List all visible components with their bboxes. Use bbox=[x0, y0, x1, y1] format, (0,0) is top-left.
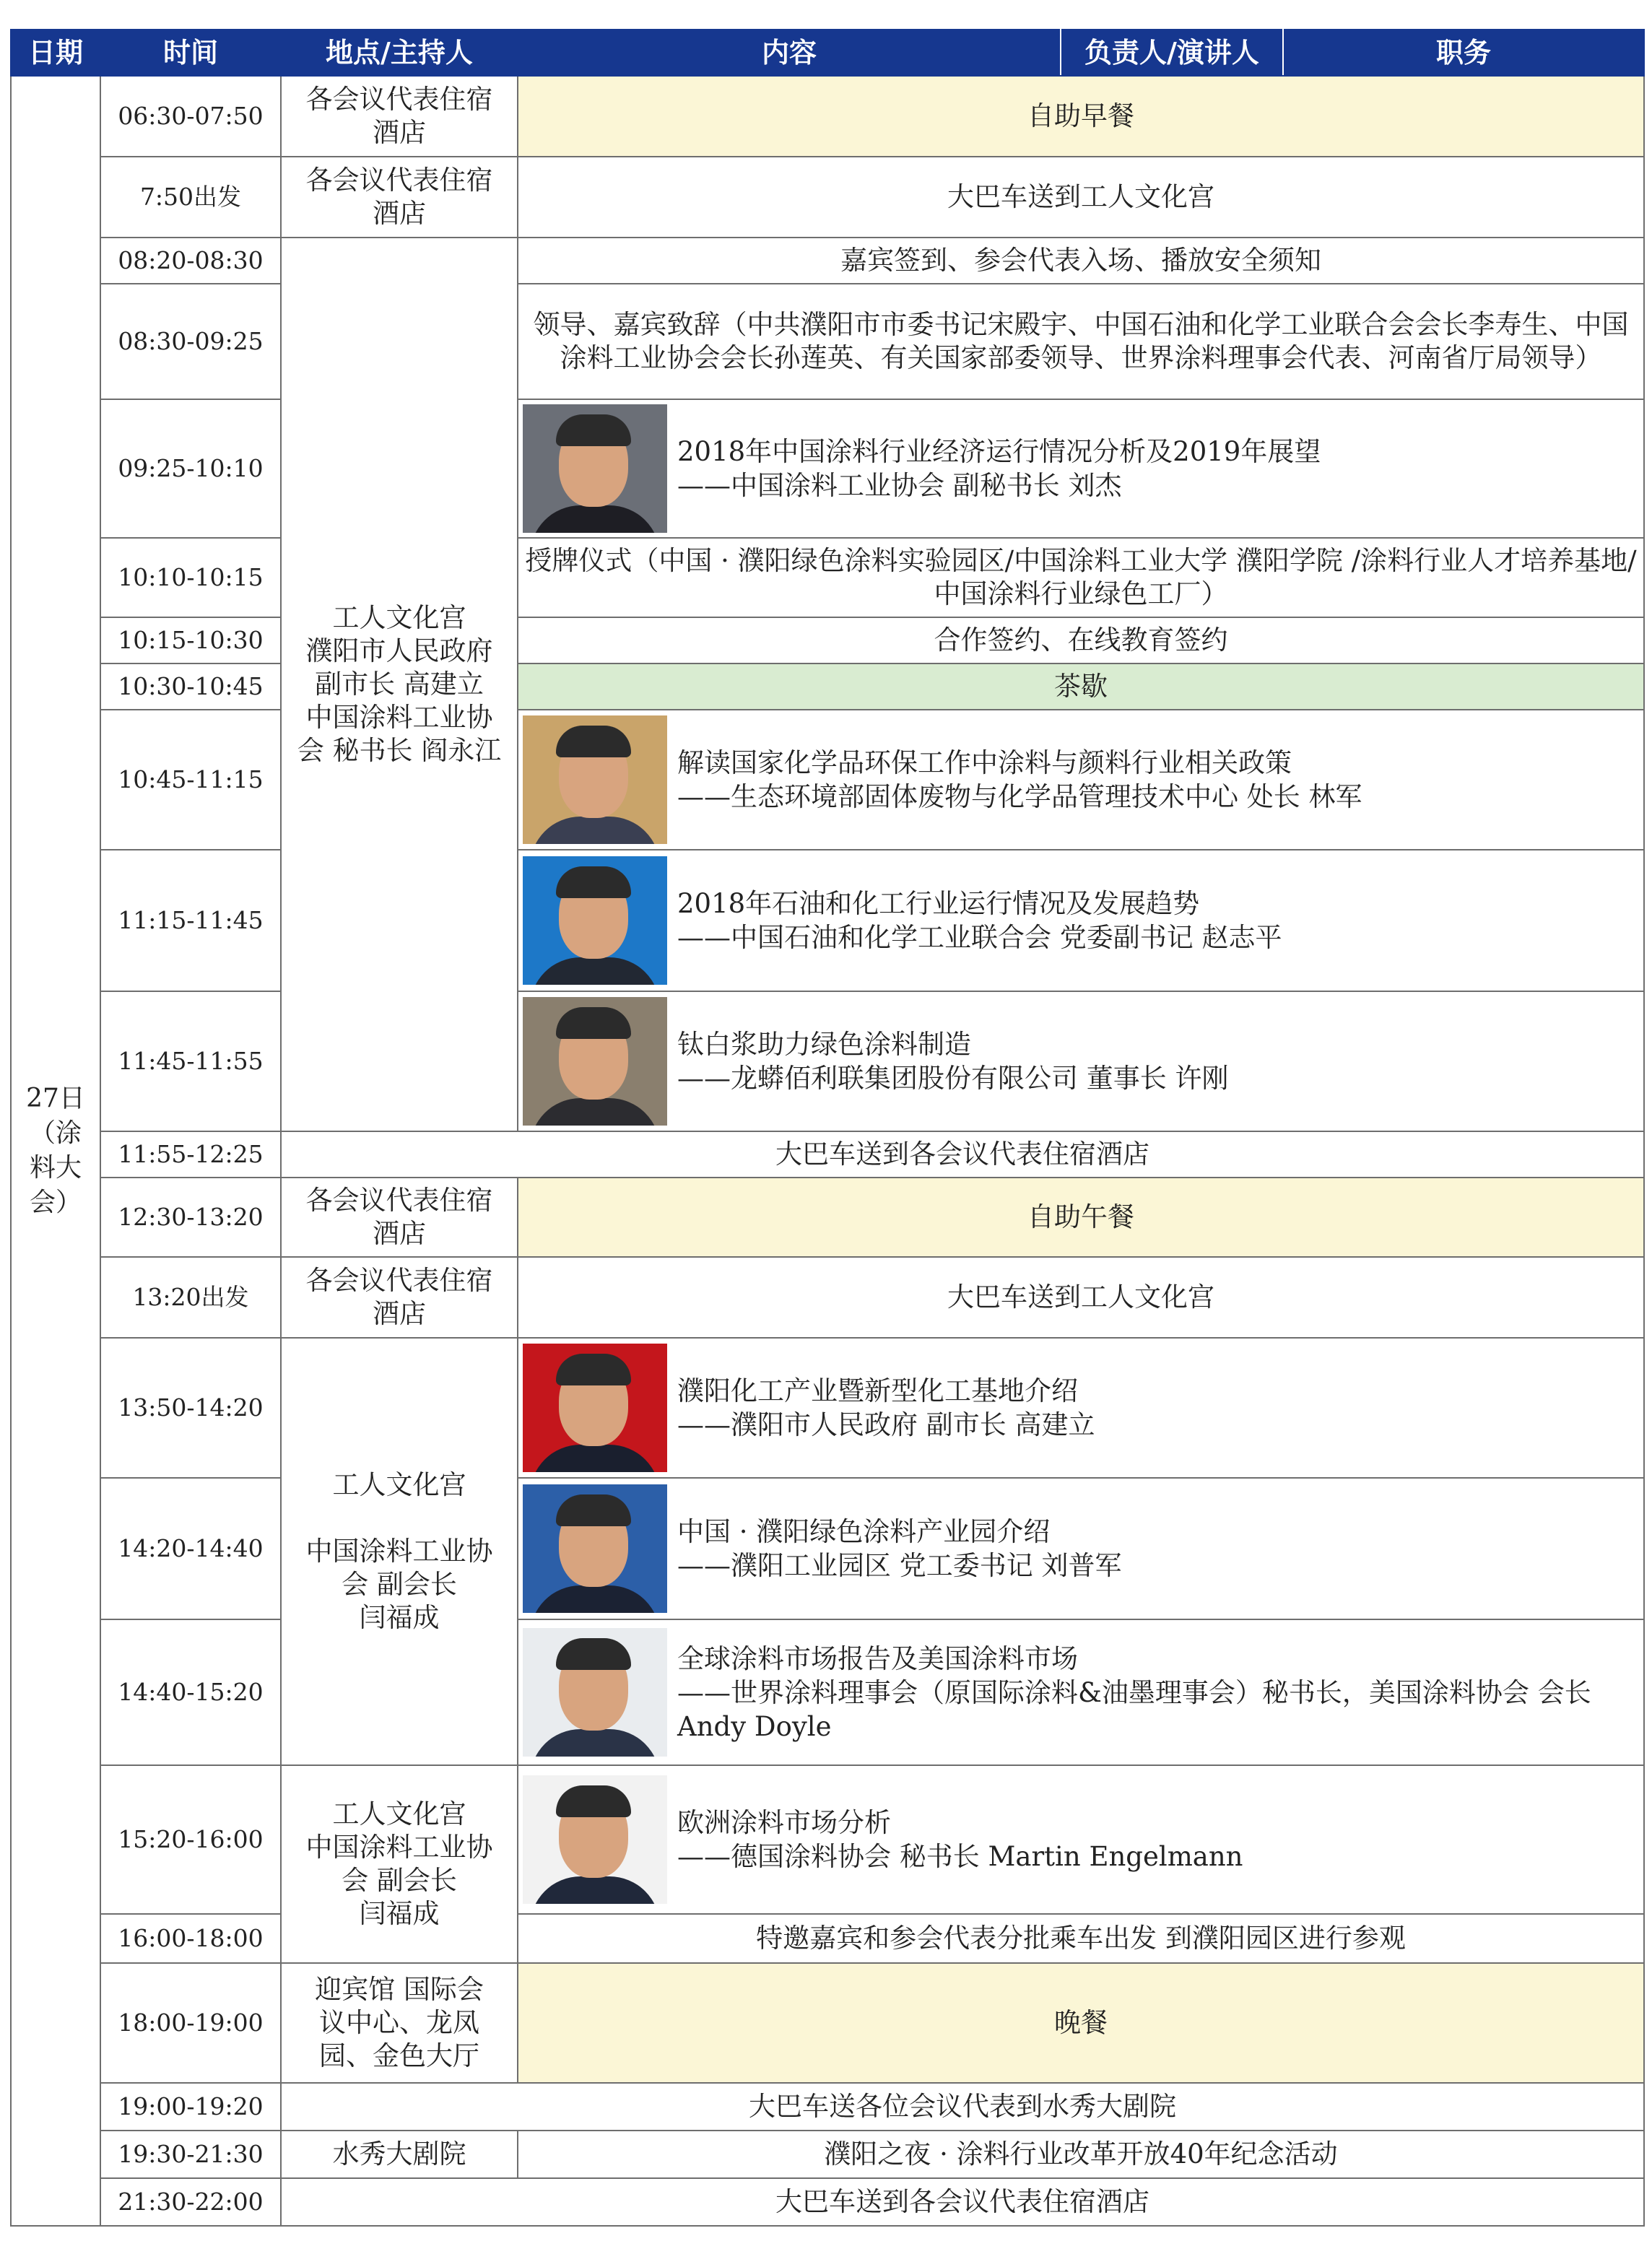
content-cell: 嘉宾签到、参会代表入场、播放安全须知 bbox=[518, 238, 1644, 284]
time-cell: 18:00-19:00 bbox=[100, 1963, 281, 2083]
agenda-row bbox=[11, 538, 1644, 617]
speaker-photo-zhao-zhiping-icon bbox=[523, 856, 667, 985]
header-title: 职务 bbox=[1283, 30, 1644, 76]
content-cell: 自助早餐 bbox=[518, 76, 1644, 157]
time-cell: 19:30-21:30 bbox=[100, 2131, 281, 2178]
time-cell: 08:20-08:30 bbox=[100, 238, 281, 284]
venue-cell: 迎宾馆 国际会 议中心、龙凤 园、金色大厅 bbox=[281, 1963, 518, 2083]
header-time: 时间 bbox=[100, 30, 281, 76]
agenda-row bbox=[11, 1765, 1644, 1914]
talk-speaker: ——生态环境部固体废物与化学品管理技术中心 处长 林军 bbox=[677, 781, 1362, 812]
talk-cell bbox=[518, 710, 1644, 850]
speaker-photo-liu-pujun-icon bbox=[523, 1484, 667, 1613]
content-cell: 合作签约、在线教育签约 bbox=[518, 617, 1644, 663]
venue-cell: 工人文化宫 中国涂料工业协 会 副会长 闫福成 bbox=[281, 1338, 518, 1765]
agenda-table bbox=[10, 29, 1645, 2227]
agenda-row bbox=[11, 850, 1644, 991]
agenda-row bbox=[11, 663, 1644, 710]
agenda-row bbox=[11, 1914, 1644, 1963]
time-cell: 06:30-07:50 bbox=[100, 76, 281, 157]
talk-topic: 钛白浆助力绿色涂料制造 bbox=[677, 1029, 971, 1060]
time-cell: 14:40-15:20 bbox=[100, 1619, 281, 1765]
time-cell: 11:15-11:45 bbox=[100, 850, 281, 991]
agenda-row bbox=[11, 991, 1644, 1131]
content-cell: 大巴车送各位会议代表到水秀大剧院 bbox=[281, 2083, 1644, 2131]
time-cell: 15:20-16:00 bbox=[100, 1765, 281, 1914]
talk-cell bbox=[518, 991, 1644, 1131]
content-cell: 大巴车送到各会议代表住宿酒店 bbox=[281, 1131, 1644, 1178]
agenda-row bbox=[11, 1338, 1644, 1478]
talk-speaker: ——世界涂料理事会（原国际涂料&油墨理事会）秘书长，美国涂料协会 会长 Andy Doyle bbox=[677, 1676, 1591, 1742]
agenda-row bbox=[11, 2178, 1644, 2226]
day-label: 27日 （涂 料大 会） bbox=[11, 76, 100, 2226]
talk-topic: 欧洲涂料市场分析 bbox=[677, 1807, 891, 1838]
agenda-row bbox=[11, 2083, 1644, 2131]
talk-cell bbox=[518, 1765, 1644, 1914]
talk-cell bbox=[518, 1338, 1644, 1478]
time-cell: 10:10-10:15 bbox=[100, 538, 281, 617]
venue-cell: 各会议代表住宿 酒店 bbox=[281, 157, 518, 238]
venue-cell: 各会议代表住宿 酒店 bbox=[281, 1178, 518, 1257]
time-cell: 21:30-22:00 bbox=[100, 2178, 281, 2226]
venue-cell: 水秀大剧院 bbox=[281, 2131, 518, 2178]
content-cell: 大巴车送到各会议代表住宿酒店 bbox=[281, 2178, 1644, 2226]
speaker-photo-andy-doyle-icon bbox=[523, 1628, 667, 1757]
agenda-row bbox=[11, 1257, 1644, 1338]
agenda-row bbox=[11, 76, 1644, 157]
talk-topic: 2018年石油和化工行业运行情况及发展趋势 bbox=[677, 888, 1200, 919]
venue-cell: 工人文化宫 中国涂料工业协 会 副会长 闫福成 bbox=[281, 1765, 518, 1963]
time-cell: 13:50-14:20 bbox=[100, 1338, 281, 1478]
talk-speaker: ——中国石油和化学工业联合会 党委副书记 赵志平 bbox=[677, 922, 1282, 953]
time-cell: 10:30-10:45 bbox=[100, 663, 281, 710]
time-cell: 14:20-14:40 bbox=[100, 1478, 281, 1619]
header-speaker: 负责人/演讲人 bbox=[1061, 30, 1283, 76]
speaker-photo-liu-jie-icon bbox=[523, 404, 667, 533]
speaker-photo-xu-gang-icon bbox=[523, 997, 667, 1126]
time-cell: 09:25-10:10 bbox=[100, 399, 281, 538]
time-cell: 12:30-13:20 bbox=[100, 1178, 281, 1257]
header-venue-host: 地点/主持人 bbox=[281, 30, 518, 76]
speaker-photo-martin-engelmann-icon bbox=[523, 1775, 667, 1904]
agenda-row bbox=[11, 1963, 1644, 2083]
time-cell: 16:00-18:00 bbox=[100, 1914, 281, 1963]
talk-speaker: ——濮阳工业园区 党工委书记 刘普军 bbox=[677, 1550, 1122, 1581]
header-content: 内容 bbox=[518, 30, 1061, 76]
agenda-sheet bbox=[10, 29, 1643, 2227]
time-cell: 13:20出发 bbox=[100, 1257, 281, 1338]
agenda-row bbox=[11, 399, 1644, 538]
time-cell: 19:00-19:20 bbox=[100, 2083, 281, 2131]
content-cell: 自助午餐 bbox=[518, 1178, 1644, 1257]
header-row bbox=[11, 30, 1644, 76]
time-cell: 10:15-10:30 bbox=[100, 617, 281, 663]
agenda-row bbox=[11, 1178, 1644, 1257]
agenda-row bbox=[11, 617, 1644, 663]
talk-topic: 中国 · 濮阳绿色涂料产业园介绍 bbox=[677, 1516, 1051, 1547]
talk-topic: 全球涂料市场报告及美国涂料市场 bbox=[677, 1642, 1078, 1674]
content-cell: 大巴车送到工人文化宫 bbox=[518, 1257, 1644, 1338]
talk-topic: 解读国家化学品环保工作中涂料与颜料行业相关政策 bbox=[677, 747, 1292, 778]
agenda-row bbox=[11, 284, 1644, 399]
talk-cell bbox=[518, 850, 1644, 991]
content-cell: 授牌仪式（中国 · 濮阳绿色涂料实验园区/中国涂料工业大学 濮阳学院 /涂料行业人才培养基地/中国涂料行业绿色工厂） bbox=[518, 538, 1644, 617]
content-cell: 领导、嘉宾致辞（中共濮阳市市委书记宋殿宇、中国石油和化学工业联合会会长李寿生、中国涂料工业协会会长孙莲英、有关国家部委领导、世界涂料理事会代表、河南省厅局领导） bbox=[518, 284, 1644, 399]
content-cell: 茶歇 bbox=[518, 663, 1644, 710]
talk-cell bbox=[518, 1478, 1644, 1619]
agenda-row bbox=[11, 1619, 1644, 1765]
time-cell: 11:45-11:55 bbox=[100, 991, 281, 1131]
talk-cell bbox=[518, 1619, 1644, 1765]
time-cell: 08:30-09:25 bbox=[100, 284, 281, 399]
time-cell: 10:45-11:15 bbox=[100, 710, 281, 850]
speaker-photo-gao-jianli-icon bbox=[523, 1344, 667, 1472]
venue-cell: 各会议代表住宿 酒店 bbox=[281, 76, 518, 157]
venue-cell: 各会议代表住宿 酒店 bbox=[281, 1257, 518, 1338]
agenda-row bbox=[11, 238, 1644, 284]
agenda-row bbox=[11, 1131, 1644, 1178]
talk-cell bbox=[518, 399, 1644, 538]
talk-speaker: ——濮阳市人民政府 副市长 高建立 bbox=[677, 1409, 1095, 1440]
header-date: 日期 bbox=[11, 30, 100, 76]
agenda-row bbox=[11, 710, 1644, 850]
speaker-photo-lin-jun-icon bbox=[523, 715, 667, 844]
talk-speaker: ——德国涂料协会 秘书长 Martin Engelmann bbox=[677, 1841, 1243, 1872]
time-cell: 11:55-12:25 bbox=[100, 1131, 281, 1178]
talk-topic: 2018年中国涂料行业经济运行情况分析及2019年展望 bbox=[677, 436, 1321, 467]
content-cell: 晚餐 bbox=[518, 1963, 1644, 2083]
time-cell: 7:50出发 bbox=[100, 157, 281, 238]
content-cell: 大巴车送到工人文化宫 bbox=[518, 157, 1644, 238]
content-cell: 特邀嘉宾和参会代表分批乘车出发 到濮阳园区进行参观 bbox=[518, 1914, 1644, 1963]
venue-cell: 工人文化宫 濮阳市人民政府 副市长 高建立 中国涂料工业协 会 秘书长 阎永江 bbox=[281, 238, 518, 1131]
agenda-row bbox=[11, 1478, 1644, 1619]
talk-speaker: ——中国涂料工业协会 副秘书长 刘杰 bbox=[677, 470, 1122, 501]
talk-speaker: ——龙蟒佰利联集团股份有限公司 董事长 许刚 bbox=[677, 1063, 1229, 1094]
agenda-row bbox=[11, 157, 1644, 238]
content-cell: 濮阳之夜 · 涂料行业改革开放40年纪念活动 bbox=[518, 2131, 1644, 2178]
talk-topic: 濮阳化工产业暨新型化工基地介绍 bbox=[677, 1375, 1078, 1406]
agenda-row bbox=[11, 2131, 1644, 2178]
